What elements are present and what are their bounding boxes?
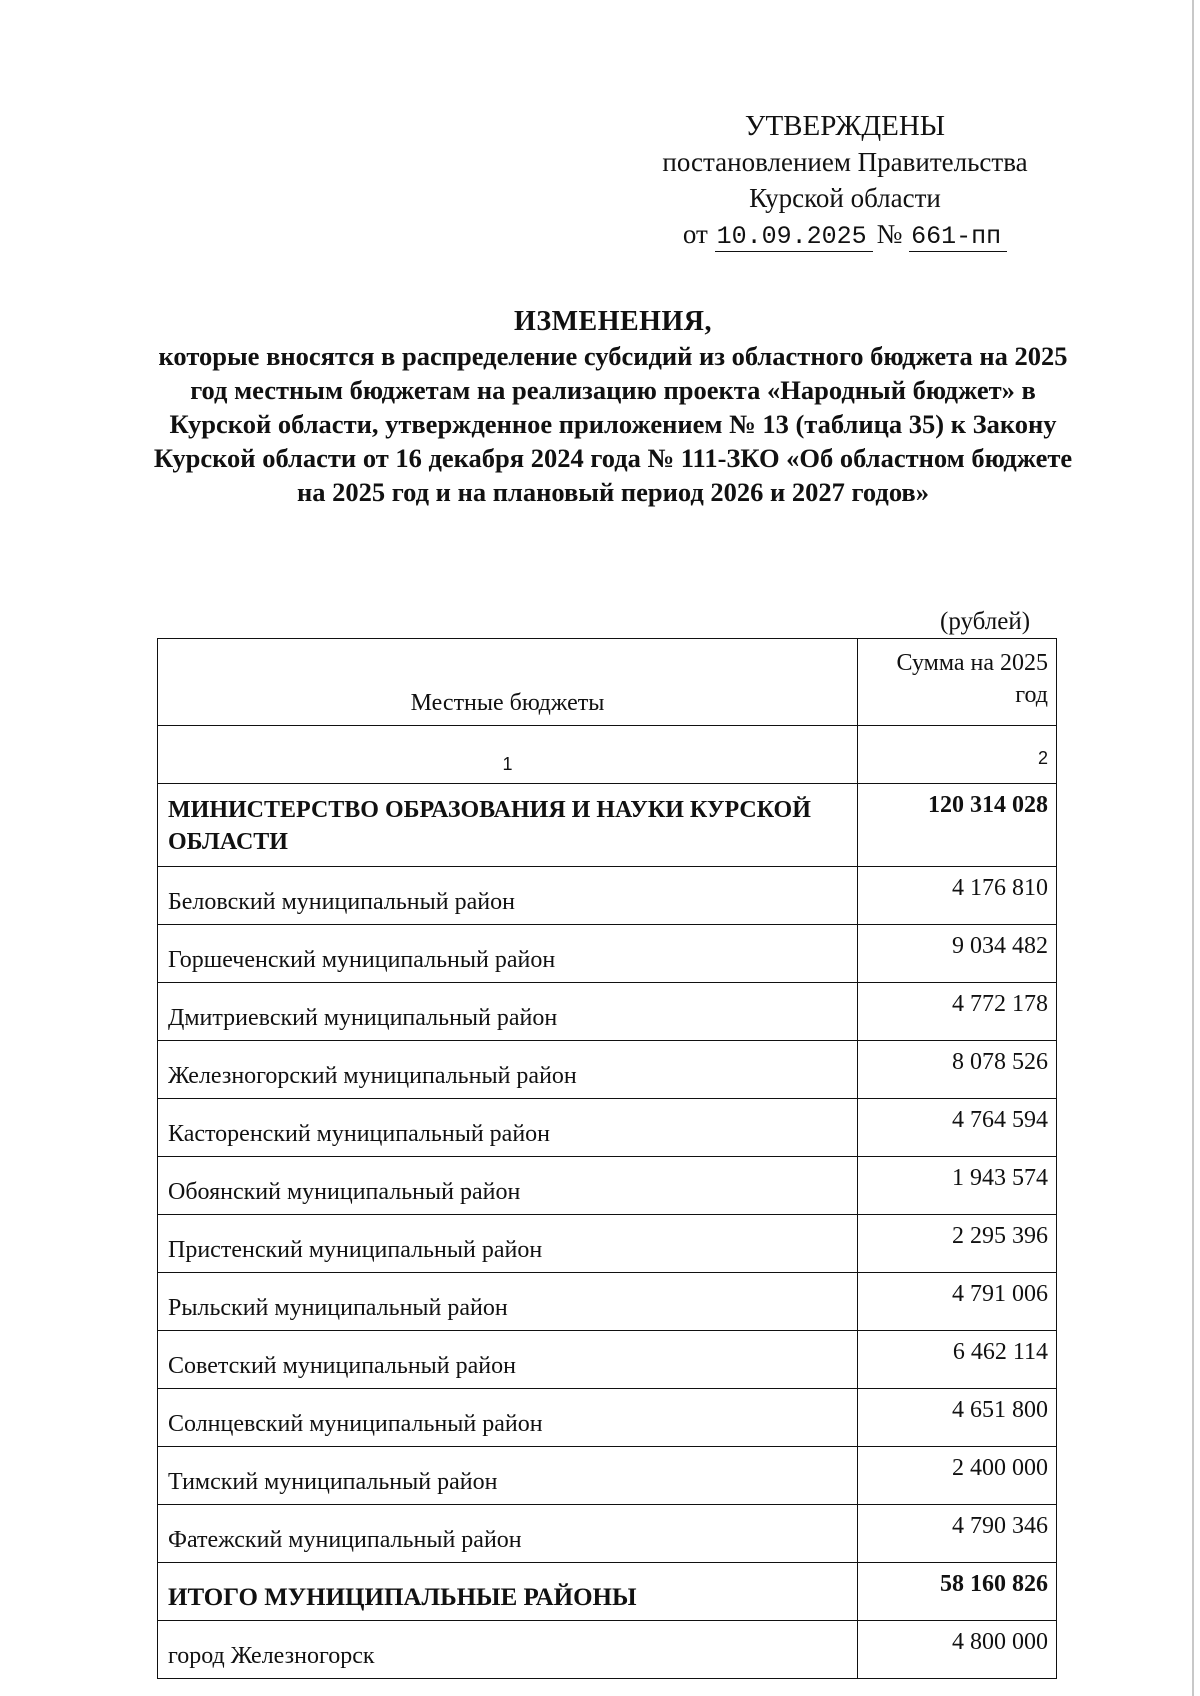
subsidy-table (157, 638, 1057, 1679)
row-sum: 2 400 000 (858, 1447, 1057, 1505)
approval-line-3: Курской области (749, 183, 941, 213)
city-name: город Железногорск (158, 1621, 858, 1679)
col2-number: 2 (858, 726, 1057, 784)
table-row (158, 1331, 1057, 1389)
row-sum: 2 295 396 (858, 1215, 1057, 1273)
row-sum: 4 176 810 (858, 867, 1057, 925)
row-name: Касторенский муниципальный район (158, 1099, 858, 1157)
table-row (158, 867, 1057, 925)
row-sum: 4 651 800 (858, 1389, 1057, 1447)
page-edge (1192, 0, 1194, 1696)
row-sum: 4 790 346 (858, 1505, 1057, 1563)
table-header-row (158, 639, 1057, 726)
table-row (158, 983, 1057, 1041)
row-name: Пристенский муниципальный район (158, 1215, 858, 1273)
ministry-row (158, 784, 1057, 867)
row-name: Обоянский муниципальный район (158, 1157, 858, 1215)
total-row (158, 1563, 1057, 1621)
row-sum: 4 764 594 (858, 1099, 1057, 1157)
row-name: Дмитриевский муниципальный район (158, 983, 858, 1041)
ministry-sum: 120 314 028 (858, 784, 1057, 867)
row-name: Железногорский муниципальный район (158, 1041, 858, 1099)
approval-number: 661-пп (909, 222, 1007, 252)
row-sum: 9 034 482 (858, 925, 1057, 983)
approval-title: УТВЕРЖДЕНЫ (744, 110, 946, 142)
table-row (158, 1505, 1057, 1563)
row-name: Солнцевский муниципальный район (158, 1389, 858, 1447)
row-sum: 4 772 178 (858, 983, 1057, 1041)
document-subtitle: которые вносятся в распределение субсидий из областного бюджета на 2025 год местным бюджетам на реализацию проекта «Народный бюджет» в Курской области, утвержденное приложением № 13 (таблица 35) к Закону Курской области от 16 декабря 2024 года № 111-ЗКО «Об областном бюджете на 2025 год и на плановый период 2026 и 2027 годов» (153, 341, 1073, 507)
unit-label: (рублей) (940, 608, 1031, 635)
table-row (158, 1215, 1057, 1273)
approval-date-line (600, 216, 1090, 255)
city-sum: 4 800 000 (858, 1621, 1057, 1679)
col1-header: Местные бюджеты (158, 639, 858, 726)
ministry-name: МИНИСТЕРСТВО ОБРАЗОВАНИЯ И НАУКИ КУРСКОЙ ОБЛАСТИ (158, 784, 858, 867)
table-row (158, 1157, 1057, 1215)
row-sum: 1 943 574 (858, 1157, 1057, 1215)
table-row (158, 1099, 1057, 1157)
row-name: Горшеченский муниципальный район (158, 925, 858, 983)
row-sum: 4 791 006 (858, 1273, 1057, 1331)
approval-block (600, 108, 1090, 255)
table-row (158, 1447, 1057, 1505)
col1-number: 1 (158, 726, 858, 784)
col2-header: Сумма на 2025 год (858, 639, 1057, 726)
city-row (158, 1621, 1057, 1679)
row-name: Советский муниципальный район (158, 1331, 858, 1389)
total-sum: 58 160 826 (858, 1563, 1057, 1621)
row-name: Рыльский муниципальный район (158, 1273, 858, 1331)
table-row (158, 1273, 1057, 1331)
total-name: ИТОГО МУНИЦИПАЛЬНЫЕ РАЙОНЫ (158, 1563, 858, 1621)
row-sum: 8 078 526 (858, 1041, 1057, 1099)
column-number-row (158, 726, 1057, 784)
approval-line-2: постановлением Правительства (662, 147, 1028, 177)
table-row (158, 925, 1057, 983)
document-title: ИЗМЕНЕНИЯ, (514, 306, 712, 337)
number-sign: № (876, 219, 903, 249)
row-sum: 6 462 114 (858, 1331, 1057, 1389)
table-row (158, 1389, 1057, 1447)
approval-date: 10.09.2025 (715, 222, 873, 252)
row-name: Беловский муниципальный район (158, 867, 858, 925)
document-heading (148, 305, 1078, 509)
table-row (158, 1041, 1057, 1099)
row-name: Тимский муниципальный район (158, 1447, 858, 1505)
row-name: Фатежский муниципальный район (158, 1505, 858, 1563)
date-prefix: от (682, 219, 708, 249)
